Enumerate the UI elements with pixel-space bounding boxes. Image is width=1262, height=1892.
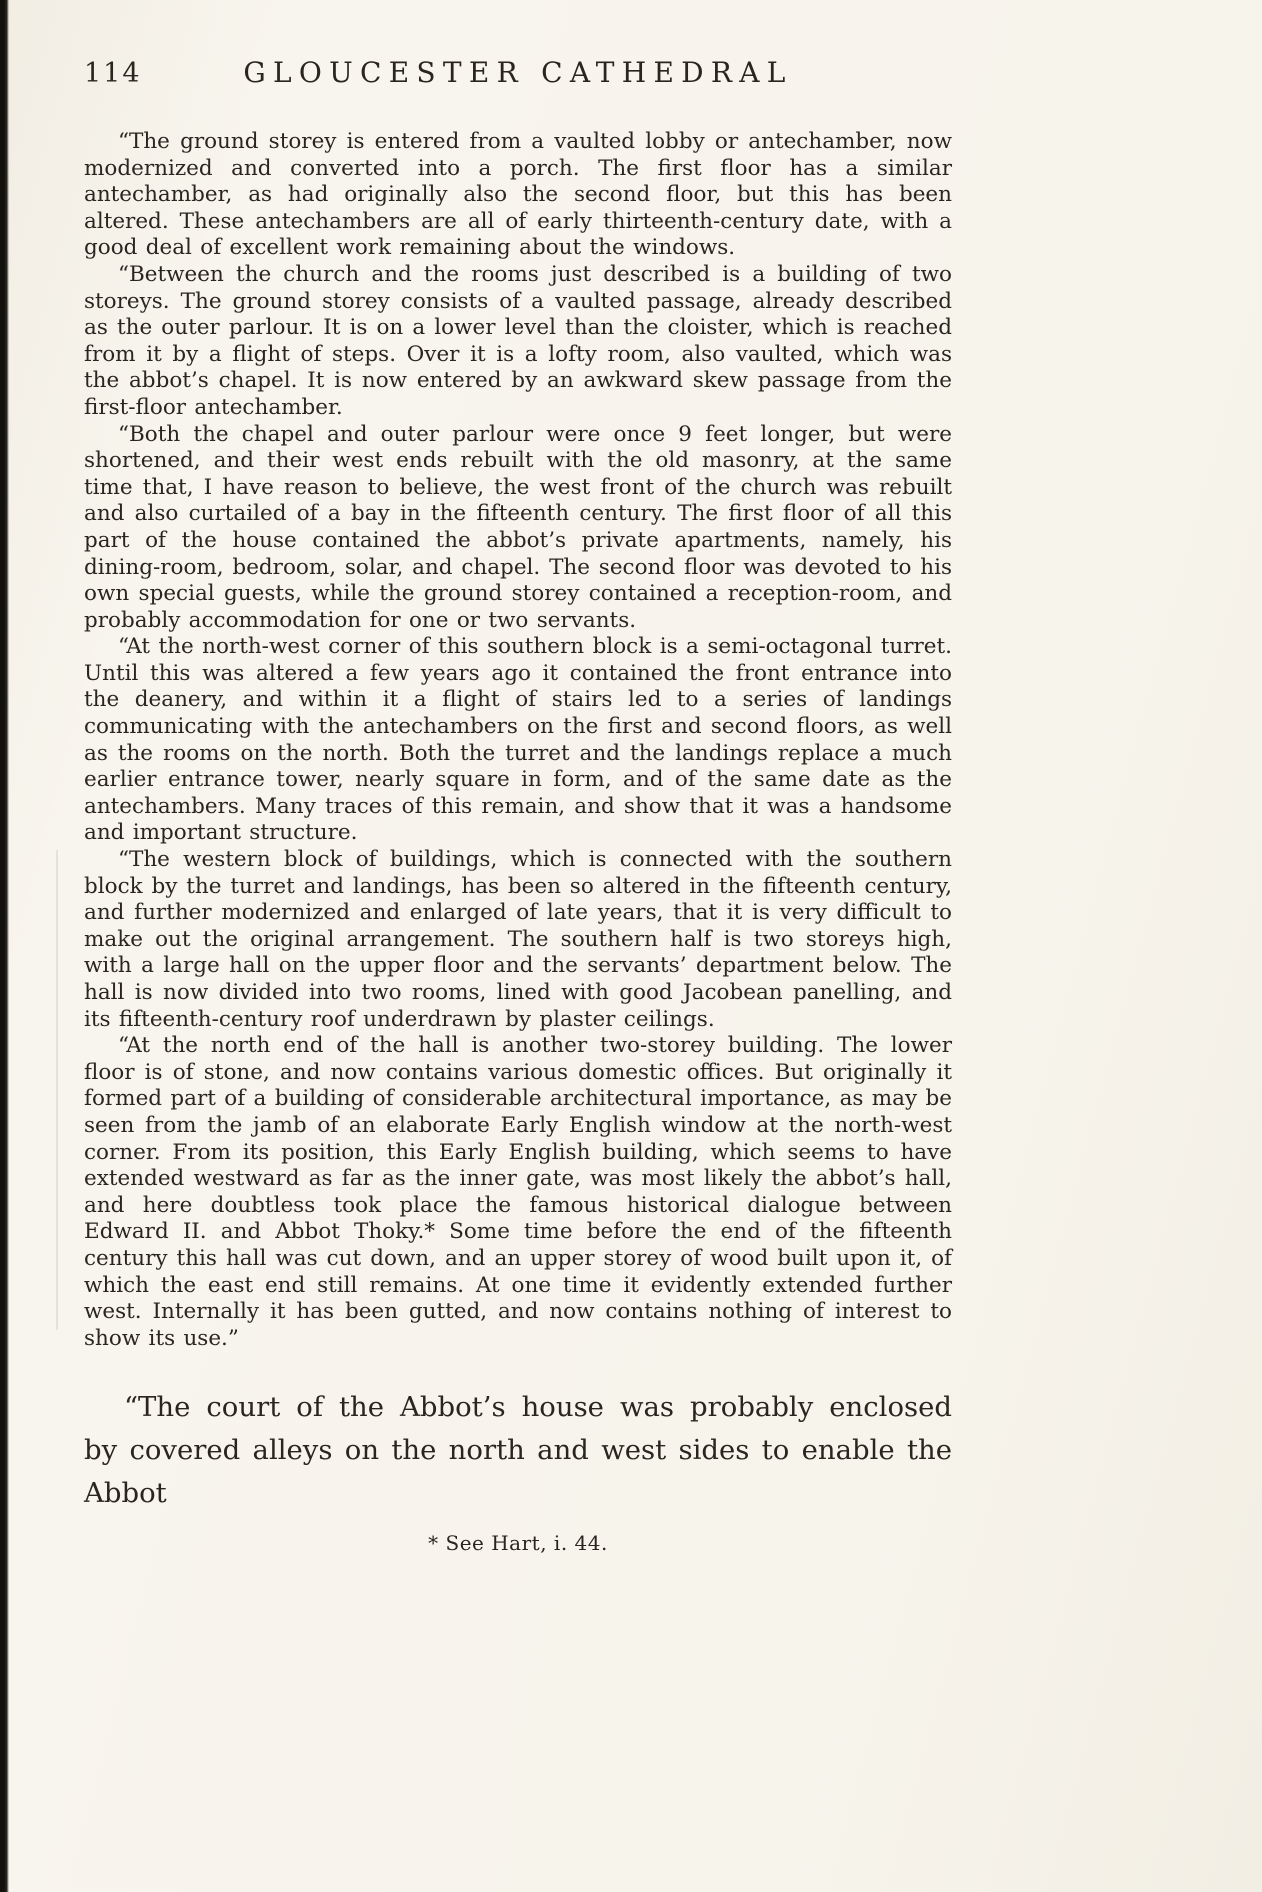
footnote: * See Hart, i. 44. xyxy=(428,1531,608,1556)
scan-artifact-line xyxy=(56,850,58,1330)
page-number: 114 xyxy=(84,58,142,89)
paragraph-1: “The ground storey is entered from a vaulted lobby or antechamber, now modernized and converted into a porch. The first floor has a similar antechamber, as had originally also the second floor, but this has been altered. These antechambers are all of early thirteenth-century date, with a good deal of excellent work remaining about the windows. xyxy=(84,129,952,261)
excerpt-section xyxy=(84,1386,952,1515)
running-head xyxy=(84,56,952,89)
paragraph-2: “Between the church and the rooms just described is a building of two storeys. The ground storey consists of a vaulted passage, already described as the outer parlour. It is on a lower level than the cloister, which is reached from it by a flight of steps. Over it is a lofty room, also vaulted, which was the abbot’s chapel. It is now entered by an awkward skew passage from the first-floor antechamber. xyxy=(84,261,952,420)
body-text xyxy=(84,129,952,1352)
paragraph-6: “At the north end of the hall is another two-storey building. The lower floor is of stone, and now contains various domestic offices. But originally it formed part of a building of considerable architectural importance, as may be seen from the jamb of an elaborate Early English window at the north-west corner. From its position, this Early English building, which seems to have extended westward as far as the inner gate, was most likely the abbot’s hall, and here doubtless took place the famous historical dialogue between Edward II. and Abbot Thoky.* Some time before the end of the fifteenth century this hall was cut down, and an upper storey of wood built upon it, of which the east end still remains. At one time it evidently extended further west. Internally it has been gutted, and now contains nothing of interest to show its use.” xyxy=(84,1033,952,1351)
page-content xyxy=(84,56,952,1555)
scan-binding-edge xyxy=(0,0,9,1892)
paragraph-5: “The western block of buildings, which is connected with the southern block by the turret and landings, has been so altered in the fifteenth century, and further modernized and enlarged of late years, that it is very difficult to make out the original arrangement. The southern half is two storeys high, with a large hall on the upper floor and the servants’ department below. The hall is now divided into two rooms, lined with good Jacobean panelling, and its fifteenth-century roof underdrawn by plaster ceilings. xyxy=(84,847,952,1032)
excerpt-paragraph: “The court of the Abbot’s house was probably enclosed by covered alleys on the north and west sides to enable the Abbot xyxy=(84,1391,952,1510)
paragraph-3: “Both the chapel and outer parlour were once 9 feet longer, but were shortened, and their west ends rebuilt with the old masonry, at the same time that, I have reason to believe, the west front of the church was rebuilt and also curtailed of a bay in the fifteenth century. The first floor of all this part of the house contained the abbot’s private apartments, namely, his dining-room, bedroom, solar, and chapel. The second floor was devoted to his own special guests, while the ground storey contained a reception-room, and probably accommodation for one or two servants. xyxy=(84,421,952,633)
page-footer xyxy=(84,1531,952,1555)
page-title: GLOUCESTER CATHEDRAL xyxy=(243,56,793,89)
paragraph-4: “At the north-west corner of this southern block is a semi-octagonal turret. Until this was altered a few years ago it contained the front entrance into the deanery, and within it a flight of stairs led to a series of landings communicating with the antechambers on the first and second floors, as well as the rooms on the north. Both the turret and the landings replace a much earlier entrance tower, nearly square in form, and of the same date as the antechambers. Many traces of this remain, and show that it was a handsome and important structure. xyxy=(84,634,952,846)
